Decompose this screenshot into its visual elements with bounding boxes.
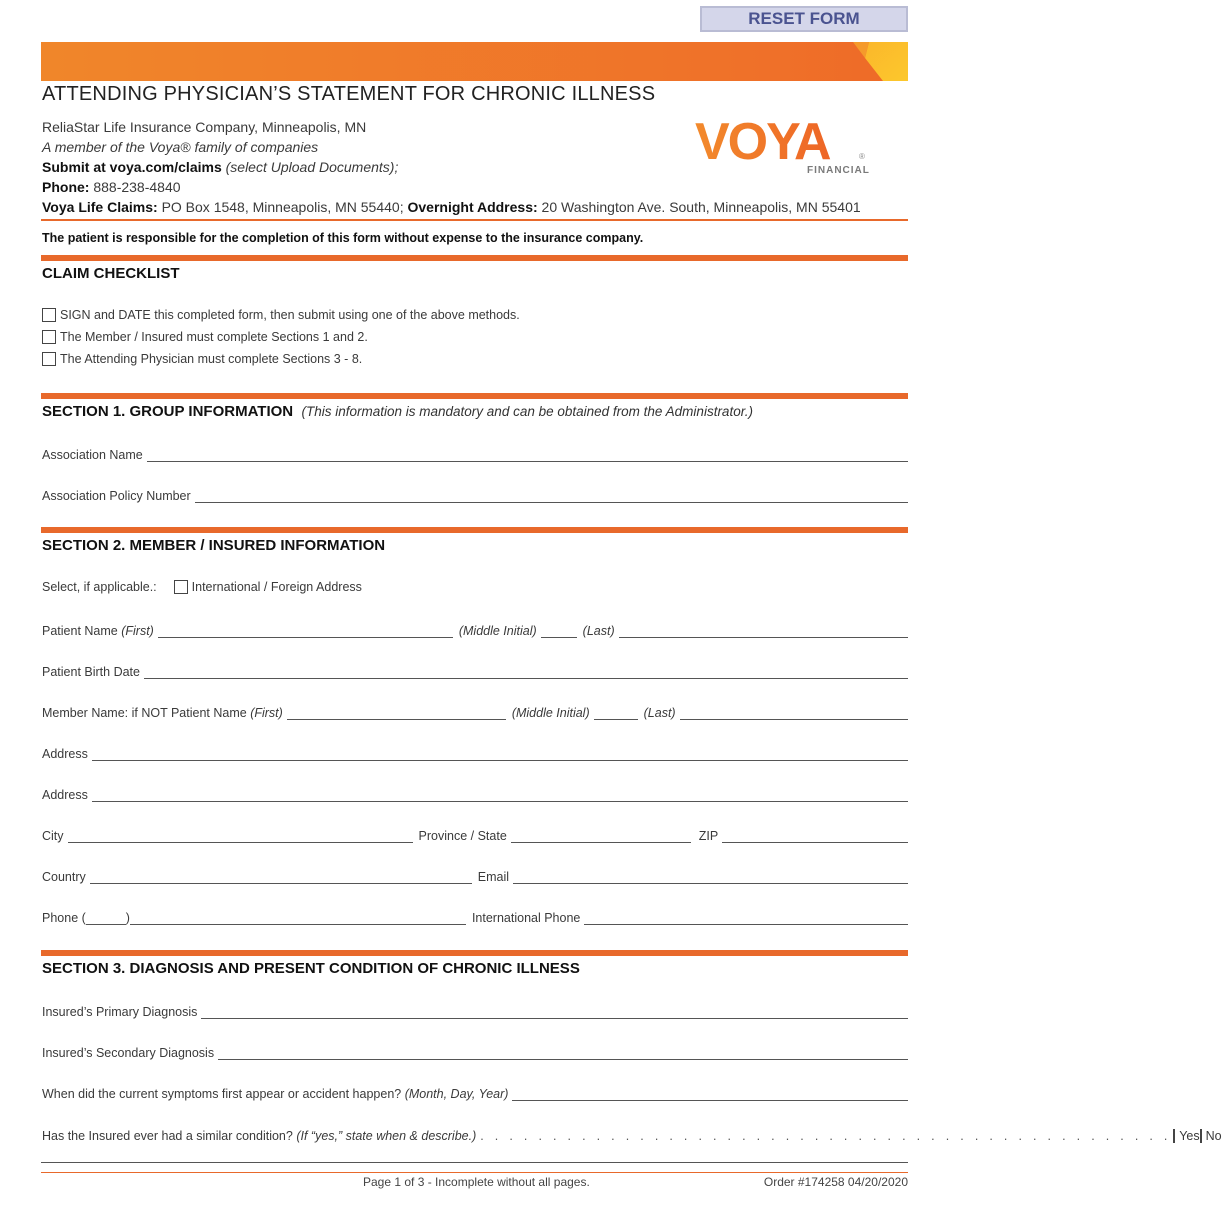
checklist-item-label: The Attending Physician must complete Sections 3 - 8. bbox=[60, 352, 363, 366]
checklist-title: CLAIM CHECKLIST bbox=[42, 265, 180, 282]
checklist-item bbox=[42, 308, 520, 322]
leader-dots: . . . . . . . . . . . . . . . . . . . . . . . . . . . . . . . . . . . . . . . . . . . . . . . . bbox=[480, 1129, 1172, 1143]
intl-address-checkbox[interactable] bbox=[174, 580, 188, 594]
page-number: Page 1 of 3 - Incomplete without all pages. bbox=[363, 1175, 590, 1189]
province-field[interactable] bbox=[511, 829, 691, 843]
yes-label: Yes bbox=[1179, 1129, 1200, 1143]
header-divider bbox=[41, 219, 908, 221]
header-banner bbox=[41, 42, 908, 81]
logo-financial: FINANCIAL bbox=[807, 165, 870, 176]
member-first-field[interactable] bbox=[287, 706, 506, 720]
submit-note: (select Upload Documents); bbox=[225, 159, 399, 175]
phone-open-label: Phone ( bbox=[42, 911, 86, 925]
similar-note: (If “yes,” state when & describe.) bbox=[296, 1129, 477, 1143]
member-last-field[interactable] bbox=[680, 706, 908, 720]
primary-diagnosis-label: Insured’s Primary Diagnosis bbox=[42, 1005, 198, 1019]
section1-divider bbox=[41, 393, 908, 399]
logo-registered-mark: ® bbox=[859, 152, 865, 161]
member-name-text: Member Name: if NOT Patient Name bbox=[42, 706, 247, 720]
association-name-row bbox=[42, 444, 908, 462]
phone-row bbox=[42, 907, 908, 925]
intl-address-row bbox=[42, 580, 362, 594]
symptoms-date-label bbox=[42, 1087, 512, 1101]
reset-form-button[interactable]: RESET FORM bbox=[700, 6, 908, 32]
symptoms-note: (Month, Day, Year) bbox=[404, 1087, 509, 1101]
claims-value: PO Box 1548, Minneapolis, MN 55440; bbox=[161, 199, 404, 215]
middle-initial-label bbox=[459, 624, 541, 638]
middle-initial-text: (Middle Initial) bbox=[458, 624, 537, 638]
order-number: Order #174258 04/20/2020 bbox=[763, 1175, 908, 1189]
middle-initial-label bbox=[512, 706, 594, 720]
email-field[interactable] bbox=[513, 870, 908, 884]
address-label: Address bbox=[42, 747, 88, 761]
section1-heading: SECTION 1. GROUP INFORMATION bbox=[42, 403, 294, 420]
country-field[interactable] bbox=[90, 870, 472, 884]
association-policy-row bbox=[42, 485, 908, 503]
checklist-item bbox=[42, 352, 362, 366]
claims-label: Voya Life Claims: bbox=[42, 199, 158, 215]
submit-line bbox=[42, 159, 398, 175]
similar-condition-line[interactable] bbox=[41, 1162, 908, 1163]
association-policy-field[interactable] bbox=[195, 489, 908, 503]
checklist-divider bbox=[41, 255, 908, 261]
phone-close-label: ) bbox=[125, 911, 130, 925]
similar-text: Has the Insured ever had a similar condition? bbox=[42, 1129, 293, 1143]
similar-condition-label bbox=[42, 1129, 480, 1143]
checklist-checkbox-1[interactable] bbox=[42, 308, 56, 322]
symptoms-text: When did the current symptoms first appear or accident happen? bbox=[42, 1087, 402, 1101]
association-name-field[interactable] bbox=[147, 448, 908, 462]
address-row-1 bbox=[42, 743, 908, 761]
last-label bbox=[644, 706, 680, 720]
country-row bbox=[42, 866, 908, 884]
secondary-diagnosis-field[interactable] bbox=[218, 1046, 908, 1060]
city-field[interactable] bbox=[68, 829, 413, 843]
select-label: Select, if applicable.: bbox=[42, 580, 157, 594]
intl-phone-label: International Phone bbox=[471, 911, 581, 925]
footer-divider bbox=[41, 1172, 908, 1173]
symptoms-date-field[interactable] bbox=[512, 1087, 908, 1101]
city-label: City bbox=[42, 829, 64, 843]
member-middle-field[interactable] bbox=[594, 706, 638, 720]
secondary-diagnosis-row bbox=[42, 1042, 908, 1060]
member-of-text: A member of the Voya® family of companies bbox=[42, 139, 319, 155]
first-label: (First) bbox=[121, 624, 154, 638]
patient-last-field[interactable] bbox=[619, 624, 908, 638]
phone-label: Phone: bbox=[42, 179, 90, 195]
patient-name-row bbox=[42, 620, 908, 638]
checklist-checkbox-2[interactable] bbox=[42, 330, 56, 344]
association-name-label: Association Name bbox=[42, 448, 143, 462]
phone-value: 888-238-4840 bbox=[93, 179, 181, 195]
primary-diagnosis-row bbox=[42, 1001, 908, 1019]
section2-divider bbox=[41, 527, 908, 533]
overnight-value: 20 Washington Ave. South, Minneapolis, MN 55401 bbox=[541, 199, 861, 215]
phone-area-code-field[interactable] bbox=[86, 911, 126, 925]
patient-name-text: Patient Name bbox=[42, 624, 118, 638]
checklist-checkbox-3[interactable] bbox=[42, 352, 56, 366]
zip-field[interactable] bbox=[722, 829, 908, 843]
province-label: Province / State bbox=[418, 829, 507, 843]
section3-title: SECTION 3. DIAGNOSIS AND PRESENT CONDITION OF CHRONIC ILLNESS bbox=[42, 960, 580, 977]
similar-yes-checkbox[interactable] bbox=[1173, 1129, 1175, 1143]
responsibility-notice: The patient is responsible for the completion of this form without expense to the insurance company. bbox=[42, 231, 644, 245]
voya-logo bbox=[695, 115, 875, 177]
last-text: (Last) bbox=[582, 624, 615, 638]
logo-wordmark: VOYA bbox=[695, 113, 830, 171]
primary-diagnosis-field[interactable] bbox=[201, 1005, 908, 1019]
last-label bbox=[583, 624, 619, 638]
address-row-2 bbox=[42, 784, 908, 802]
email-label: Email bbox=[477, 870, 510, 884]
patient-name-label bbox=[42, 624, 158, 638]
address-field-1[interactable] bbox=[92, 747, 908, 761]
section3-divider bbox=[41, 950, 908, 956]
symptoms-date-row bbox=[42, 1083, 908, 1101]
city-row bbox=[42, 825, 908, 843]
phone-number-field[interactable] bbox=[130, 911, 466, 925]
member-of-line bbox=[42, 139, 318, 155]
intl-phone-field[interactable] bbox=[584, 911, 908, 925]
section2-title: SECTION 2. MEMBER / INSURED INFORMATION bbox=[42, 537, 386, 554]
address-field-2[interactable] bbox=[92, 788, 908, 802]
first-label: (First) bbox=[250, 706, 283, 720]
overnight-label: Overnight Address: bbox=[407, 199, 538, 215]
birth-date-field[interactable] bbox=[144, 665, 908, 679]
section1-note: (This information is mandatory and can be obtained from the Administrator.) bbox=[301, 404, 753, 419]
checklist-item bbox=[42, 330, 368, 344]
checklist-item-label: SIGN and DATE this completed form, then submit using one of the above methods. bbox=[60, 308, 520, 322]
company-line: ReliaStar Life Insurance Company, Minneapolis, MN bbox=[42, 119, 367, 135]
similar-condition-row bbox=[42, 1125, 1222, 1143]
phone-line bbox=[42, 179, 181, 195]
intl-address-label: International / Foreign Address bbox=[191, 580, 362, 594]
secondary-diagnosis-label: Insured’s Secondary Diagnosis bbox=[42, 1046, 215, 1060]
member-name-row bbox=[42, 702, 908, 720]
address-label: Address bbox=[42, 788, 88, 802]
similar-no-checkbox[interactable] bbox=[1200, 1129, 1202, 1143]
birth-date-label: Patient Birth Date bbox=[42, 665, 140, 679]
zip-label: ZIP bbox=[698, 829, 719, 843]
patient-first-field[interactable] bbox=[158, 624, 453, 638]
last-text: (Last) bbox=[643, 706, 676, 720]
birth-date-row bbox=[42, 661, 908, 679]
patient-middle-field[interactable] bbox=[541, 624, 577, 638]
address-line bbox=[42, 199, 861, 215]
submit-label: Submit at voya.com/claims bbox=[42, 159, 222, 175]
form-title: ATTENDING PHYSICIAN’S STATEMENT FOR CHRONIC ILLNESS bbox=[42, 83, 656, 105]
middle-initial-text: (Middle Initial) bbox=[511, 706, 590, 720]
country-label: Country bbox=[42, 870, 86, 884]
checklist-item-label: The Member / Insured must complete Sections 1 and 2. bbox=[60, 330, 368, 344]
association-policy-label: Association Policy Number bbox=[42, 489, 191, 503]
section1-title bbox=[42, 403, 753, 420]
no-label: No bbox=[1205, 1129, 1222, 1143]
member-name-label bbox=[42, 706, 287, 720]
